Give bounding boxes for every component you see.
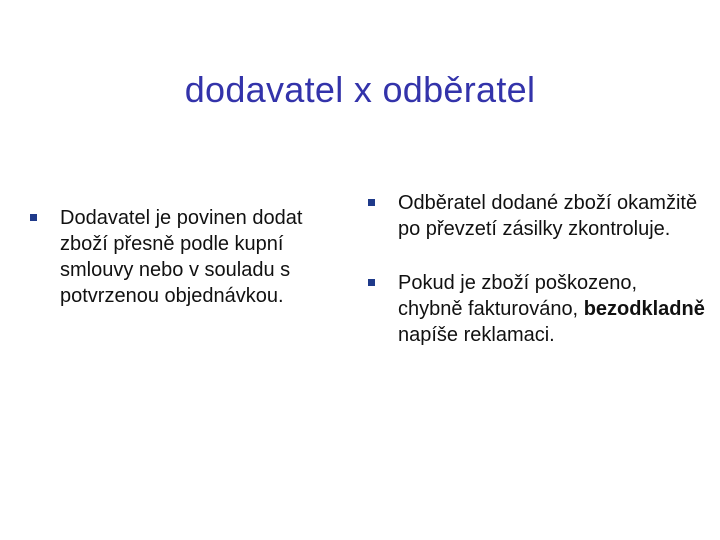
bullet-text bbox=[398, 270, 707, 348]
square-bullet-icon bbox=[30, 214, 37, 221]
bullet-text-part: Pokud je zboží poškozeno, chybně fakturováno, bbox=[398, 272, 638, 320]
left-column bbox=[24, 205, 346, 309]
bullet-text: Odběratel dodané zboží okamžitě po převzetí zásilky zkontroluje. bbox=[398, 192, 698, 240]
bullet-text: Dodavatel je povinen dodat zboží přesně podle kupní smlouvy nebo v souladu s potvrzenou objednávkou. bbox=[60, 207, 303, 307]
bullet-item bbox=[362, 190, 707, 242]
bullet-item bbox=[362, 270, 707, 348]
slide-title: dodavatel x odběratel bbox=[184, 69, 536, 110]
bold-emphasis: bezodkladně bbox=[583, 298, 705, 320]
bullet-text-part: napíše reklamaci. bbox=[398, 324, 555, 346]
right-column bbox=[362, 190, 707, 348]
square-bullet-icon bbox=[368, 199, 375, 206]
bullet-item bbox=[24, 205, 346, 309]
square-bullet-icon bbox=[368, 279, 375, 286]
